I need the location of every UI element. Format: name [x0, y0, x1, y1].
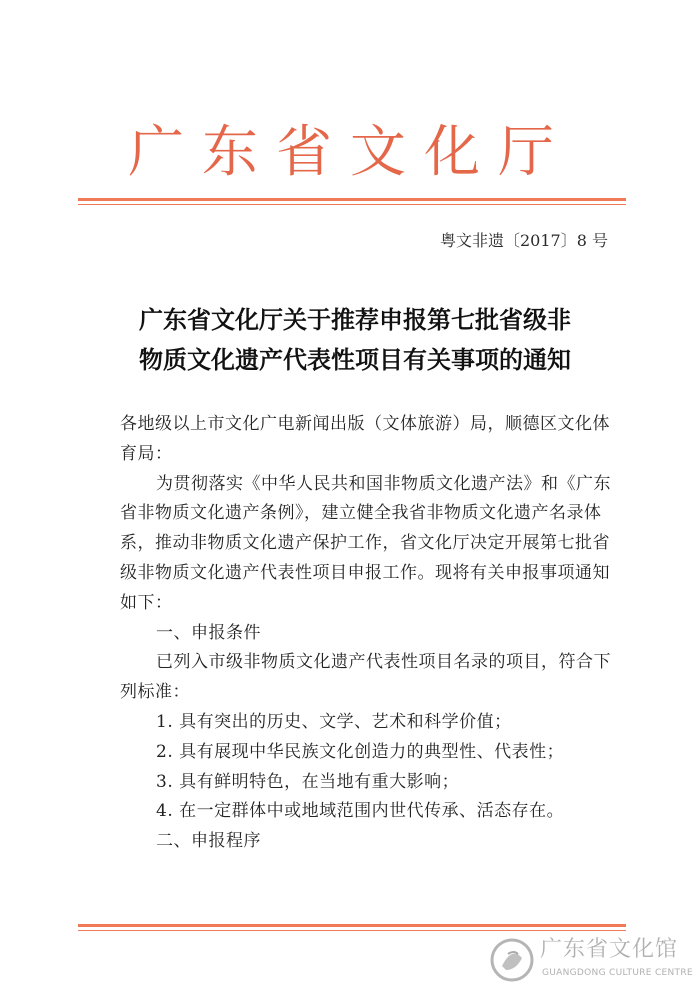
watermark [488, 934, 698, 990]
addressee: 各地级以上市文化广电新闻出版（文体旅游）局，顺德区文化体育局： [120, 414, 610, 464]
footer-rule-thick [78, 924, 626, 927]
watermark-text-en: GUANGDONG CULTURE CENTRE [542, 968, 693, 978]
criteria-item-3: 3. 具有鲜明特色，在当地有重大影响； [156, 771, 460, 792]
footer-rule-thin [78, 930, 626, 931]
org-title: 广东省文化厅 [128, 120, 572, 185]
criteria-item-4: 4. 在一定群体中或地域范围内世代传承、活态存在。 [156, 801, 565, 822]
document-number: 粤文非遗〔2017〕8 号 [440, 231, 608, 250]
criteria-item-1: 1. 具有突出的历史、文学、艺术和科学价值； [156, 711, 512, 732]
notice-body [120, 410, 620, 857]
section-2-heading: 二、申报程序 [156, 831, 261, 852]
notice-title-line-2: 物质文化遗产代表性项目有关事项的通知 [139, 345, 571, 374]
notice-title [100, 300, 610, 380]
section-1-text: 已列入市级非物质文化遗产代表性项目名录的项目，符合下列标准： [120, 652, 611, 703]
section-1-heading: 一、申报条件 [156, 622, 261, 643]
criteria-item-2: 2. 具有展现中华民族文化创造力的典型性、代表性； [156, 741, 565, 762]
culture-centre-logo-icon [488, 936, 536, 984]
watermark-text-cn: 广东省文化馆 [540, 937, 679, 962]
notice-title-line-1: 广东省文化厅关于推荐申报第七批省级非 [139, 305, 571, 334]
intro-paragraph: 为贯彻落实《中华人民共和国非物质文化遗产法》和《广东省非物质文化遗产条例》，建立健全我省非物质文化遗产名录体系，推动非物质文化遗产保护工作，省文化厅决定开展第七批省级非物质文化遗产代表性项目申报工作。现将有关申报事项通知如下： [120, 473, 611, 613]
header-rule-thick [78, 198, 626, 201]
header-rule-thin [78, 204, 626, 205]
